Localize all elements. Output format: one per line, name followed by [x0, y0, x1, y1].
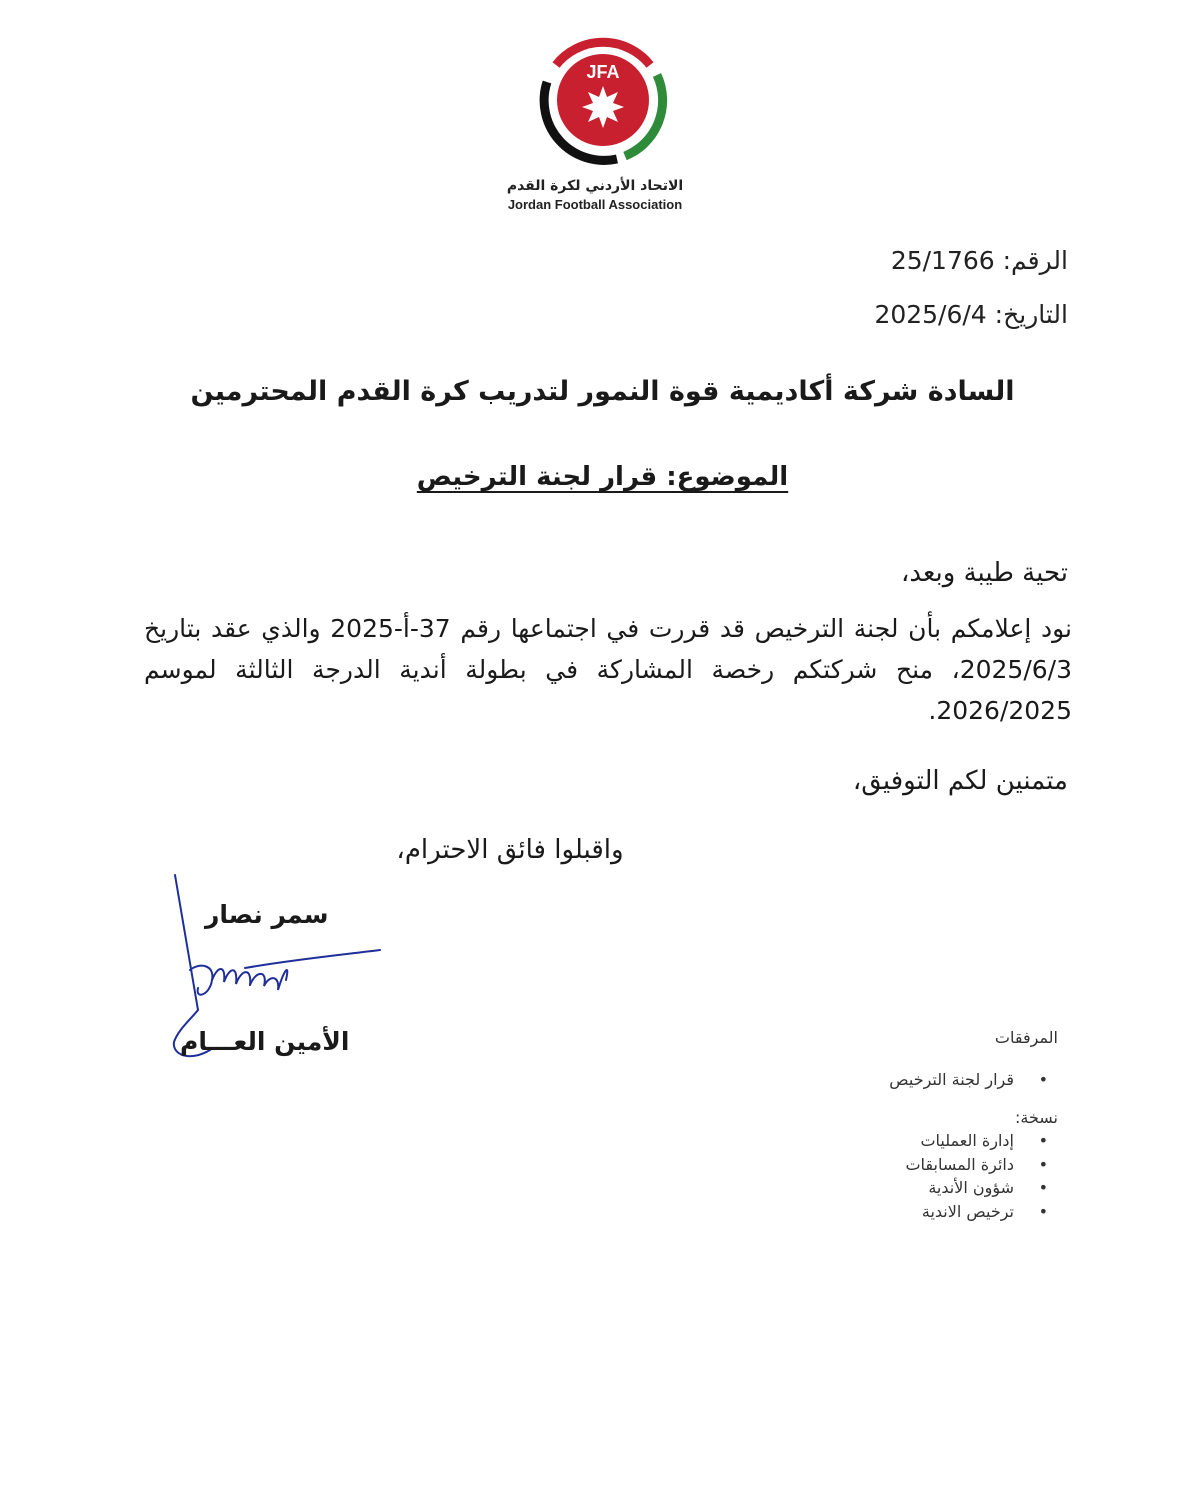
letter-date	[874, 300, 1068, 329]
org-name-english: Jordan Football Association	[507, 197, 683, 212]
org-name-arabic: الاتحاد الأردني لكرة القدم	[506, 178, 684, 194]
signer-name: سمر نصار	[205, 900, 329, 929]
logo-text: JFA	[586, 62, 620, 82]
bullet-icon: •	[1038, 1178, 1048, 1197]
copies-title: نسخة:	[1014, 1108, 1058, 1127]
bullet-icon: •	[1038, 1201, 1048, 1221]
wishes: متمنين لكم التوفيق،	[852, 766, 1068, 796]
bullet-icon: •	[1038, 1131, 1048, 1150]
subject: الموضوع: قرار لجنة الترخيص	[416, 462, 789, 492]
attachments-list	[889, 1068, 1048, 1092]
closing: واقبلوا فائق الاحترام،	[396, 835, 624, 865]
list-item: • إدارة العمليات	[905, 1129, 1014, 1153]
jfa-logo	[533, 30, 673, 170]
list-item: • ترخيص الاندية	[905, 1200, 1014, 1224]
reference-number	[891, 246, 1068, 275]
greeting: تحية طيبة وبعد،	[900, 558, 1068, 588]
letter-body: نود إعلامكم بأن لجنة الترخيص قد قررت في اجتماعها رقم 37-أ-2025 والذي عقد بتاريخ 2025/6/3، منح شركتكم رخصة المشاركة في بطولة أندية الدرجة الثالثة لموسم 2026/2025.	[144, 614, 1073, 725]
letter-date-value: 2025/6/4	[874, 300, 987, 329]
list-item: • قرار لجنة الترخيص	[889, 1068, 1014, 1092]
list-item: • دائرة المسابقات	[905, 1153, 1014, 1177]
copies-list	[905, 1129, 1048, 1223]
bullet-icon: •	[1038, 1154, 1048, 1174]
list-item: • شؤون الأندية	[905, 1176, 1014, 1200]
signer-title: الأمين العـــام	[180, 1027, 350, 1056]
reference-number-label: الرقم:	[1002, 246, 1068, 275]
attachments-title: المرفقات	[994, 1028, 1058, 1047]
reference-number-value: 25/1766	[890, 246, 995, 275]
letter-date-label: التاريخ:	[994, 300, 1068, 329]
recipient: السادة شركة أكاديمية قوة النمور لتدريب كرة القدم المحترمين	[190, 376, 1015, 407]
subject-line	[150, 462, 1055, 492]
bullet-icon: •	[1038, 1070, 1048, 1089]
